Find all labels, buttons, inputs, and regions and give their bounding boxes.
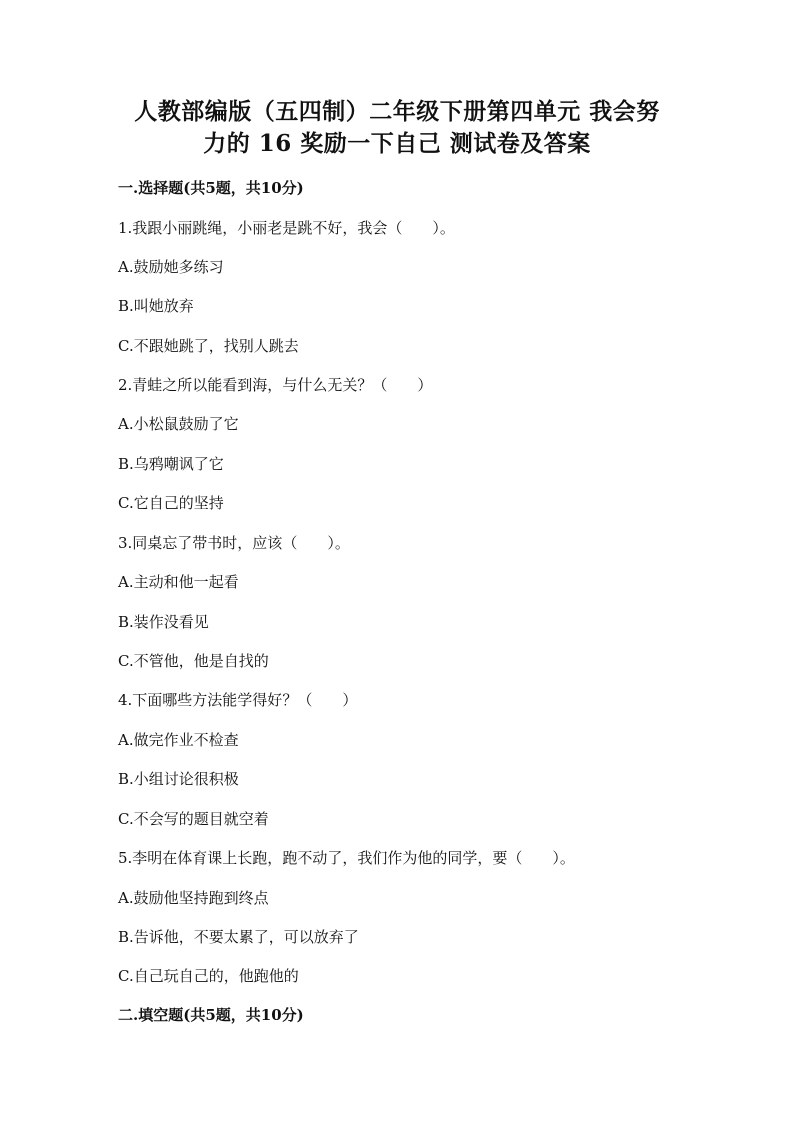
question-4-stem: 4.下面哪些方法能学得好？（ ） [118,691,358,709]
question-5-option-c: C.自己玩自己的，他跑他的 [118,967,299,985]
question-3-option-c: C.不管他，他是自找的 [118,652,269,670]
question-3-option-a: A.主动和他一起看 [118,573,239,591]
question-2-option-c: C.它自己的坚持 [118,494,224,512]
question-3-stem: 3.同桌忘了带书时，应该（ ）。 [118,534,350,552]
question-1-option-b: B.叫她放弃 [118,297,194,315]
question-4-option-c: C.不会写的题目就空着 [118,810,269,828]
question-1-option-c: C.不跟她跳了，找别人跳去 [118,337,299,355]
question-2-option-a: A.小松鼠鼓励了它 [118,415,239,433]
question-4-option-b: B.小组讨论很积极 [118,770,239,788]
document-title-line-1: 人教部编版（五四制）二年级下册第四单元 我会努 [134,98,660,125]
question-5-option-a: A.鼓励他坚持跑到终点 [118,889,269,907]
question-5-stem: 5.李明在体育课上长跑，跑不动了，我们作为他的同学，要（ ）。 [118,849,575,867]
document-title-line-2: 力的 16 奖励一下自己 测试卷及答案 [203,130,591,157]
section-heading-fill-in: 二.填空题(共5题，共10分) [118,1006,304,1024]
question-4-option-a: A.做完作业不检查 [118,731,239,749]
question-5-option-b: B.告诉他，不要太累了，可以放弃了 [118,928,359,946]
question-3-option-b: B.装作没看见 [118,613,209,631]
question-1-stem: 1.我跟小丽跳绳，小丽老是跳不好，我会（ ）。 [118,219,455,237]
question-2-stem: 2.青蛙之所以能看到海，与什么无关？（ ） [118,376,433,394]
question-1-option-a: A.鼓励她多练习 [118,258,224,276]
section-heading-choice: 一.选择题(共5题，共10分) [118,179,304,197]
question-2-option-b: B.乌鸦嘲讽了它 [118,455,224,473]
